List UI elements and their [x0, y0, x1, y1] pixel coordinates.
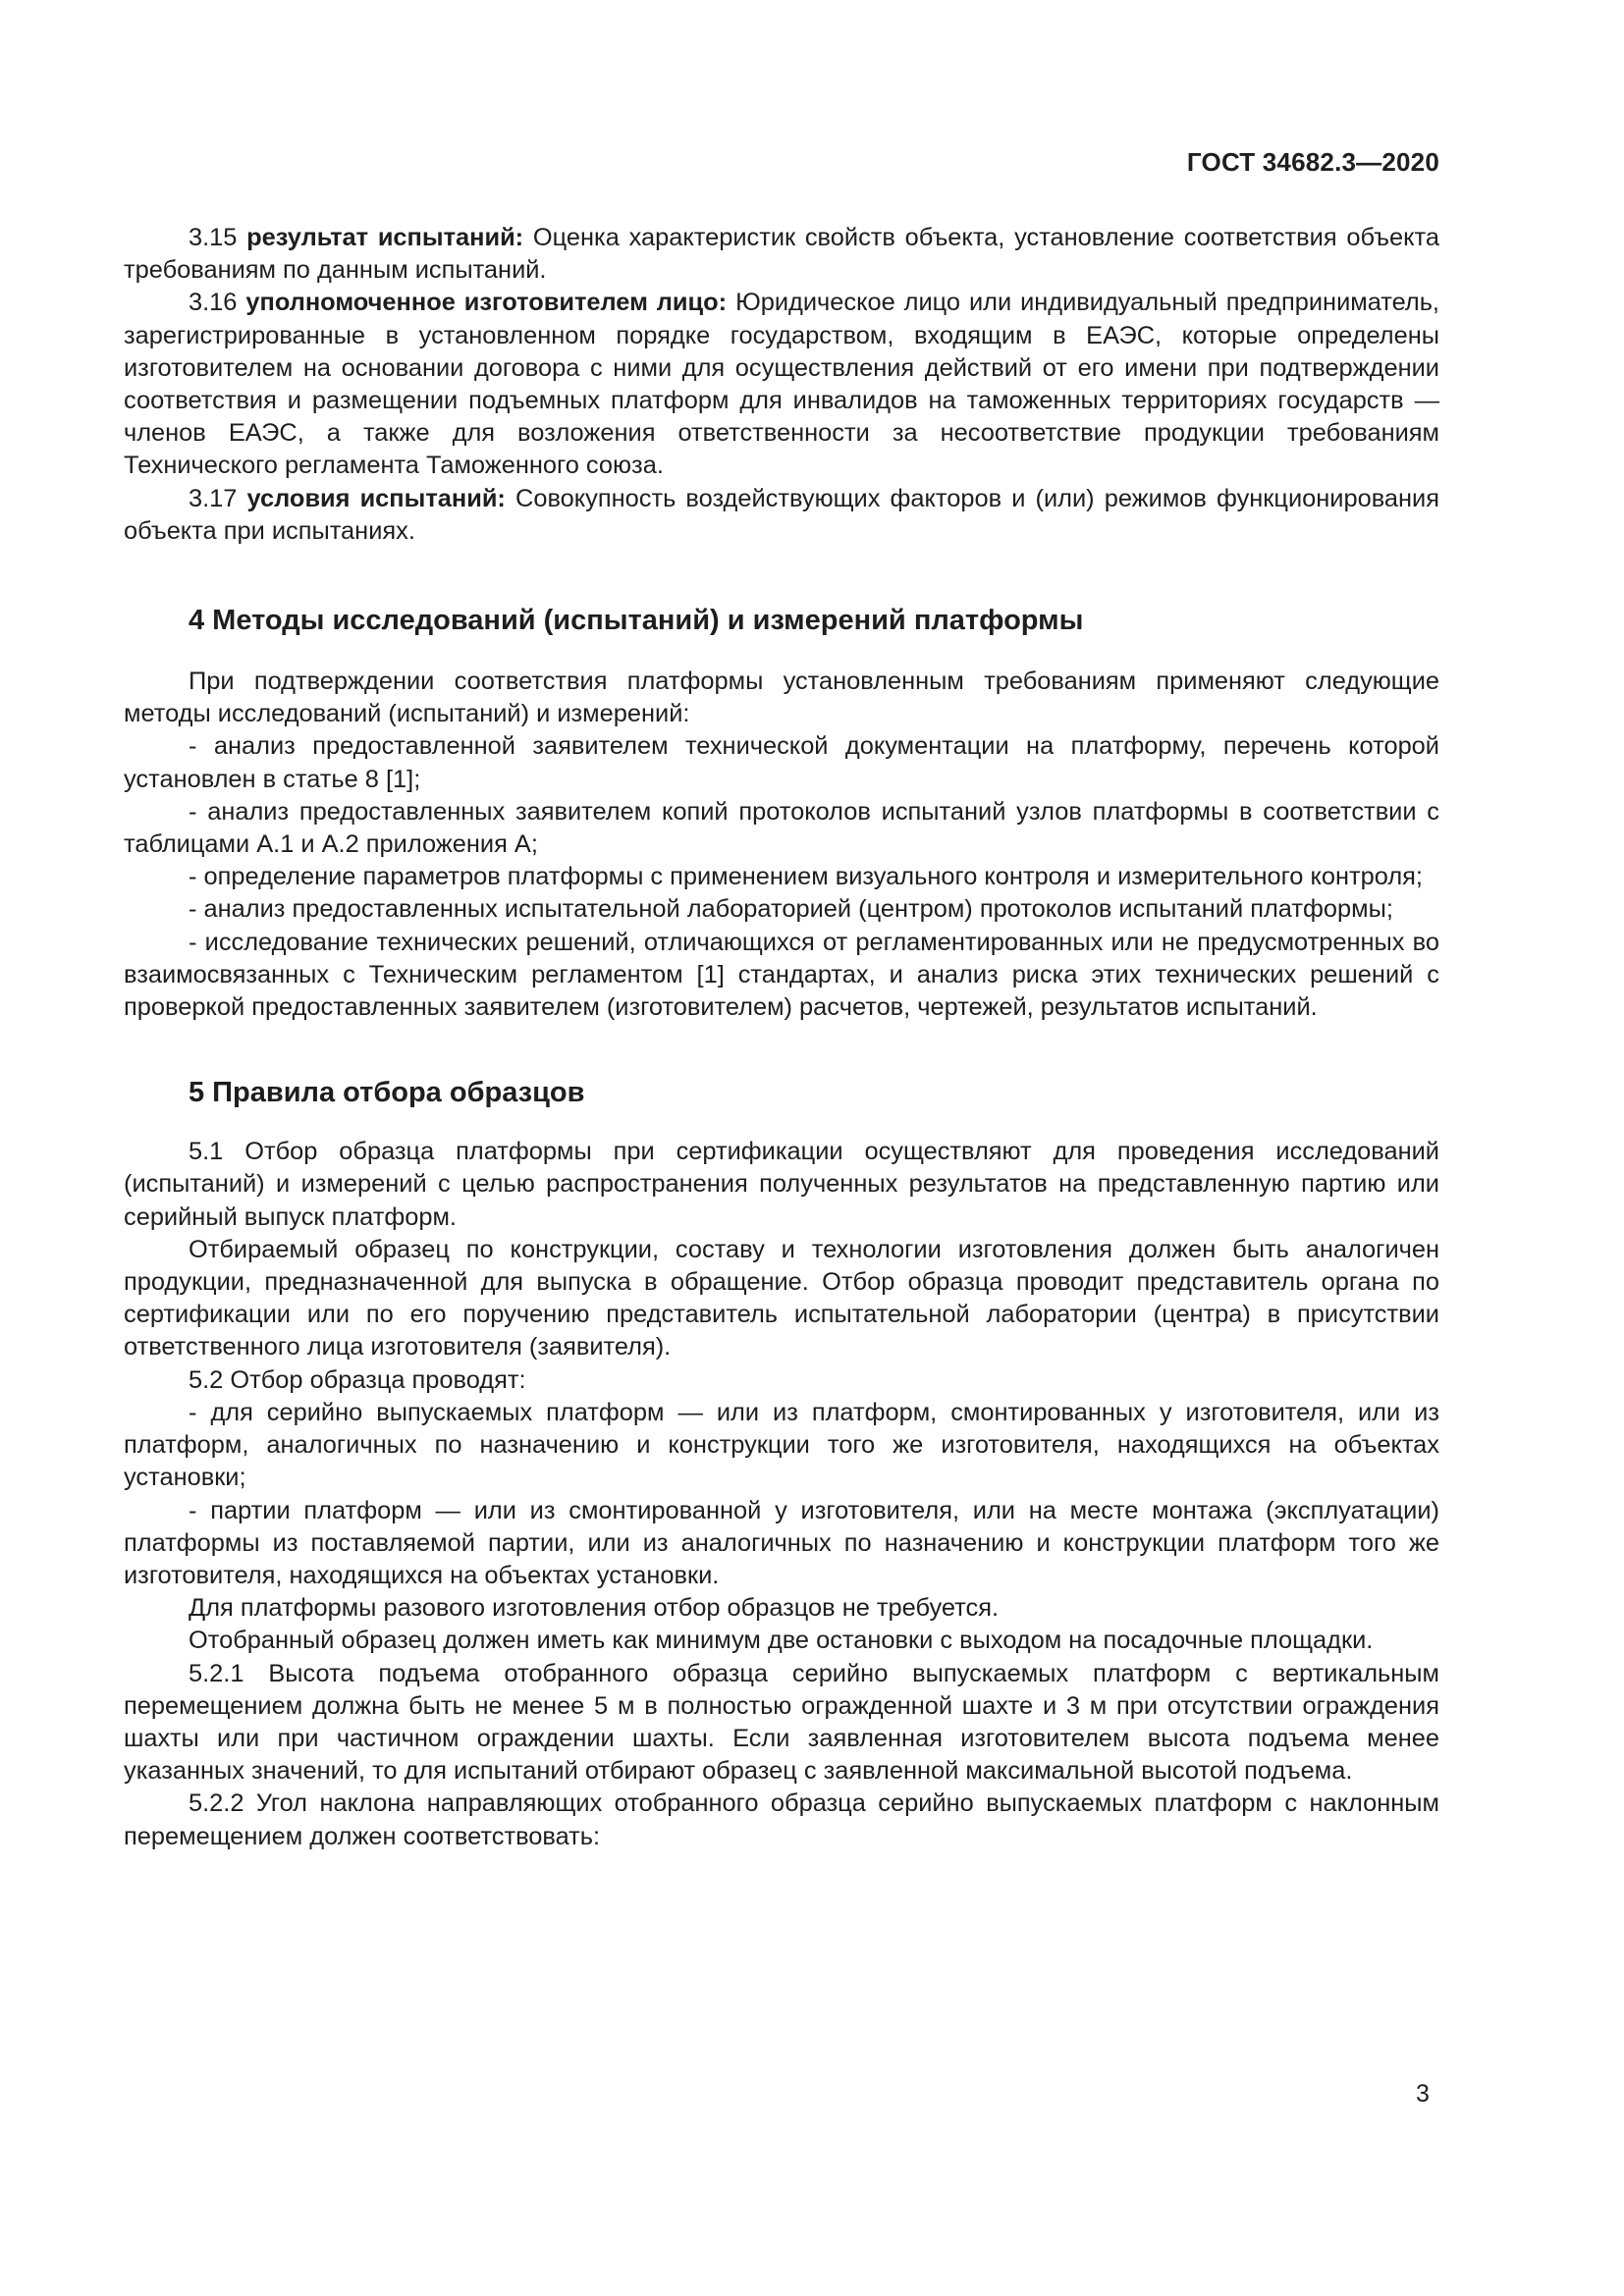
section-4-paragraph: При подтверждении соответствия платформы установленным требованиям применяют следующие методы исследований (испытаний) и измерений:: [124, 667, 1439, 728]
section-4-list-item: - анализ предоставленных заявителем копий протоколов испытаний узлов платформы в соответствии с таблицами А.1 и А.2 приложения А;: [124, 797, 1439, 859]
definition-number: 3.17: [189, 484, 247, 512]
section-4-list-item: - анализ предоставленной заявителем технической документации на платформу, перечень которой установлен в статье 8 [1];: [124, 732, 1439, 793]
section-5-paragraph: Отобранный образец должен иметь как минимум две остановки с выходом на посадочные площадки.: [189, 1627, 1374, 1655]
section-5-list-item: - партии платформ — или из смонтированной у изготовителя, или на месте монтажа (эксплуатации) платформы из поставляемой партии, или из аналогичных по назначению и конструкции платформ того же изготовителя, находящихся на объектах установки.: [124, 1496, 1439, 1589]
definition-3-17: [124, 483, 1439, 548]
document-id-header: ГОСТ 34682.3—2020: [1186, 147, 1439, 177]
section-5-paragraph: 5.2 Отбор образца проводят:: [189, 1365, 526, 1394]
definition-text: Юридическое лицо или индивидуальный предприниматель, зарегистрированные в установленном порядке государством, входящим в ЕАЭС, которые определены изготовителем на основании договора с ними для осуществления действий от его имени при подтверждении соответствия и размещении подъемных платформ для инвалидов на таможенных территориях государств — членов ЕАЭС, а также для возложения ответственности за несоответствие продукции требованиям Технического регламента Таможенного союза.: [124, 289, 1439, 480]
definition-term: уполномоченное изготовителем лицо:: [245, 289, 728, 317]
section-5-paragraph: Отбираемый образец по конструкции, составу и технологии изготовления должен быть аналогичен продукции, предназначенной для выпуска в обращение. Отбор образца проводит представитель органа по сертификации или по его поручению представитель испытательной лаборатории (центра) в присутствии ответственного лица изготовителя (заявителя).: [124, 1235, 1439, 1362]
section-5-list-item: - для серийно выпускаемых платформ — или из платформ, смонтированных у изготовителя, или из платформ, аналогичных по назначению и конструкции того же изготовителя, находящихся на объектах установки;: [124, 1398, 1439, 1492]
page-number: 3: [1416, 2080, 1430, 2108]
definition-text: Оценка характеристик свойств объекта, установление соответствия объекта требованиям по данным испытаний.: [124, 224, 1439, 285]
definition-term: условия испытаний:: [246, 484, 506, 512]
definition-term: результат испытаний:: [246, 224, 524, 251]
section-5-paragraph: Для платформы разового изготовления отбор образцов не требуется.: [189, 1594, 1000, 1623]
section-4-list-item: - определение параметров платформы с применением визуального контроля и измерительного контроля;: [189, 863, 1423, 891]
section-4-list-item: - анализ предоставленных испытательной лабораторией (центром) протоколов испытаний платформы;: [189, 895, 1393, 924]
document-body: [124, 222, 1439, 1853]
section-5-paragraph: 5.1 Отбор образца платформы при сертификации осуществляют для проведения исследований (испытаний) и измерений с целью распространения полученных результатов на представленную партию или серийный выпуск платформ.: [124, 1138, 1439, 1231]
section-5-paragraph: 5.2.1 Высота подъема отобранного образца серийно выпускаемых платформ с вертикальным перемещением должна быть не менее 5 м в полностью огражденной шахте и 3 м при отсутствии ограждения шахты или при частичном ограждении шахты. Если заявленная изготовителем высота подъема менее указанных значений, то для испытаний отбирают образец с заявленной максимальной высотой подъема.: [124, 1659, 1439, 1786]
definition-text: Совокупность воздействующих факторов и (или) режимов функционирования объекта при испытаниях.: [124, 484, 1439, 545]
section-5-heading: 5 Правила отбора образцов: [189, 1077, 585, 1109]
section-5-paragraph: 5.2.2 Угол наклона направляющих отобранного образца серийно выпускаемых платформ с наклонным перемещением должен соответствовать:: [124, 1789, 1439, 1850]
section-4-heading: 4 Методы исследований (испытаний) и измерений платформы: [189, 605, 1084, 637]
definition-3-16: [124, 287, 1439, 482]
definition-number: 3.16: [189, 289, 246, 317]
definition-number: 3.15: [189, 224, 247, 251]
section-4-list-item: - исследование технических решений, отличающихся от регламентированных или не предусмотренных во взаимосвязанных с Техническим регламентом [1] стандартах, и анализ риска этих технических решений с проверкой предоставленных заявителем (изготовителем) расчетов, чертежей, результатов испытаний.: [124, 928, 1439, 1022]
definition-3-15: [124, 222, 1439, 287]
